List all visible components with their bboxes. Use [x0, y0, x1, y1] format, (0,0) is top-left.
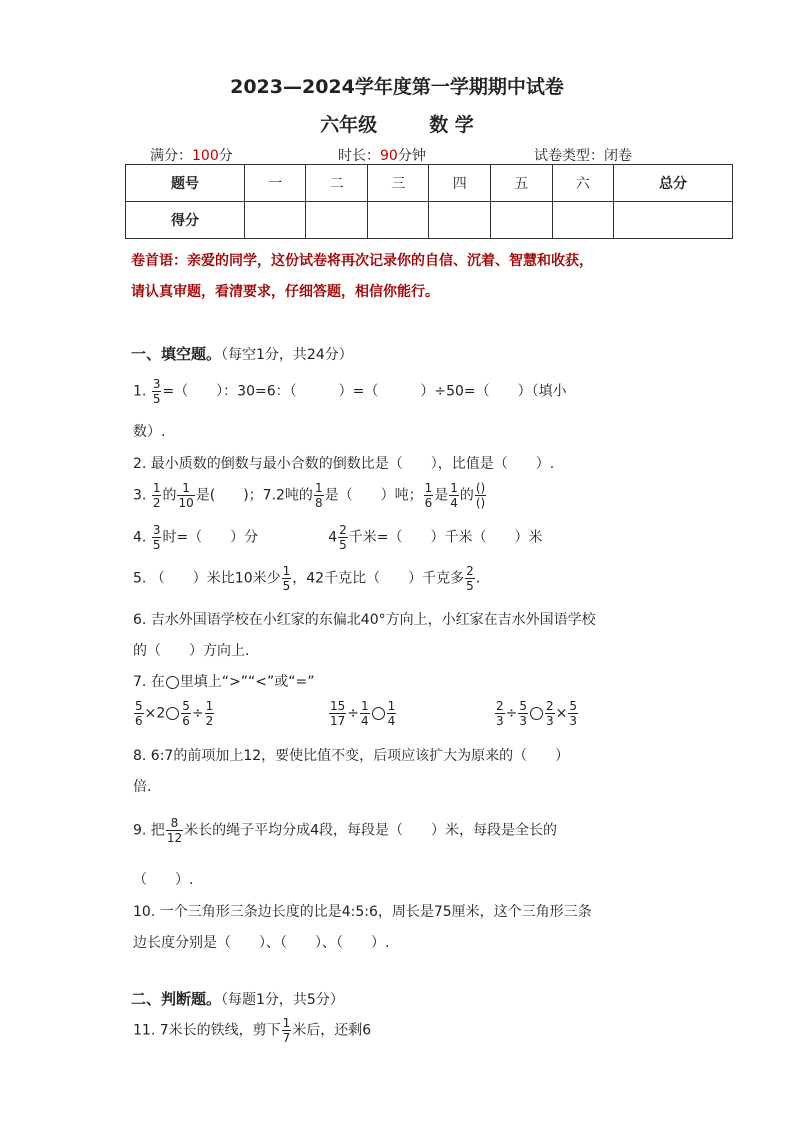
- compare-circle-icon[interactable]: [166, 707, 179, 720]
- question-9-line-2: （ ）.: [133, 872, 194, 888]
- full-score: 满分：100分: [150, 148, 233, 164]
- fraction: $\frac{1}{4}$: [387, 699, 396, 728]
- fraction: $\frac{1}{2}$: [205, 699, 214, 728]
- fraction: $\frac{2}{3}$: [496, 699, 504, 728]
- question-10-line-1: 10. 一个三角形三条边长度的比是4:5:6，周长是75厘米，这个三角形三条: [133, 904, 592, 920]
- full-score-value: 100: [192, 148, 219, 164]
- score-table-header-row: [126, 165, 733, 202]
- score-blank-cell[interactable]: [429, 202, 491, 239]
- score-blank-cell[interactable]: [367, 202, 429, 239]
- fraction: $\frac{5}{3}$: [519, 699, 528, 728]
- section-2-heading: [131, 988, 344, 1009]
- question-10-line-2: 边长度分别是（ ）、（ ）、（ ）.: [133, 935, 390, 951]
- circle-icon: [166, 676, 179, 689]
- exam-type: 试卷类型：闭卷: [534, 148, 632, 164]
- fraction: $\frac{8}{12}$: [166, 816, 183, 845]
- exam-title: 2023—2024学年度第一学期期中试卷: [230, 76, 564, 98]
- question-8-line-1: 8. 6:7的前项加上12，要使比值不变，后项应该扩大为原来的（ ）: [133, 748, 570, 764]
- fraction: $\frac{1}{2}$: [152, 481, 161, 510]
- score-blank-cell[interactable]: [614, 202, 733, 239]
- fraction: $\frac{1}{10}$: [178, 481, 194, 510]
- question-5: 5. （ ）米比10米少 $\frac{1}{5}$ ，42千克比（ ）千克多 $\frac{2}{5}$ .: [133, 564, 481, 593]
- score-cell: 五: [491, 165, 553, 202]
- fraction: $\frac{2}{5}$: [466, 564, 474, 593]
- score-cell: 四: [429, 165, 491, 202]
- section-1-note: （每空1分，共24分）: [221, 347, 353, 363]
- preface-line-2: 请认真审题，看清要求，仔细答题，相信你能行。: [131, 284, 439, 300]
- question-1: 1. $\frac{3}{5}$ =（ ）：30=6：（ ）=（ ）÷50=（ ）（填小: [133, 377, 567, 406]
- fraction: $\frac{1}{8}$: [314, 481, 323, 510]
- question-6-line-2: 的（ ）方向上.: [133, 643, 250, 659]
- score-cell: 一: [244, 165, 306, 202]
- fraction: $\frac{1}{7}$: [282, 1016, 291, 1045]
- question-7-item-b: $\frac{15}{17}$ ÷ $\frac{1}{4}$ $\frac{1}{4}$: [330, 699, 396, 728]
- score-table-score-row: [126, 202, 733, 239]
- score-blank-cell[interactable]: [244, 202, 306, 239]
- score-blank-cell[interactable]: [552, 202, 614, 239]
- fraction-blank[interactable]: $\frac{()}{()}$: [475, 481, 486, 510]
- section-2-note: （每题1分，共5分）: [221, 992, 344, 1008]
- section-1-heading: [131, 343, 353, 364]
- score-blank-cell[interactable]: [306, 202, 368, 239]
- fraction: $\frac{1}{4}$: [450, 481, 458, 510]
- compare-circle-icon[interactable]: [372, 707, 385, 720]
- fraction: $\frac{1}{6}$: [424, 481, 433, 510]
- exam-duration: 时长：90分钟: [338, 148, 426, 164]
- section-2-title: 二、判断题。: [131, 990, 222, 1008]
- score-cell: 总分: [614, 165, 733, 202]
- fraction: $\frac{5}{6}$: [135, 699, 143, 728]
- score-cell: 题号: [126, 165, 245, 202]
- question-2: 2. 最小质数的倒数与最小合数的倒数比是（ ），比值是（ ）.: [133, 456, 555, 472]
- duration-value: 90: [380, 148, 398, 164]
- subject-label: 数 学: [429, 114, 474, 136]
- fraction: $\frac{3}{5}$: [152, 523, 161, 552]
- fraction: $\frac{5}{6}$: [182, 699, 190, 728]
- fraction: $\frac{5}{3}$: [569, 699, 578, 728]
- question-3: 3. $\frac{1}{2}$ 的 $\frac{1}{10}$ 是( )；7.2吨的 $\frac{1}{8}$ 是（ ）吨； $\frac{1}{6}$ 是 $\frac{1}{4}$ 的 $\frac{()}{()}$: [133, 481, 486, 510]
- question-1-cont: 数）.: [133, 424, 166, 440]
- section-1-title: 一、填空题。: [131, 345, 222, 363]
- grade-label: 六年级: [320, 114, 378, 136]
- score-row-label: 得分: [126, 202, 245, 239]
- question-7-item-a: $\frac{5}{6}$ ×2 $\frac{5}{6}$ ÷ $\frac{1}{2}$: [135, 699, 214, 728]
- score-cell: 二: [306, 165, 368, 202]
- score-blank-cell[interactable]: [491, 202, 553, 239]
- fraction: $\frac{1}{5}$: [282, 564, 291, 593]
- exam-subject: [0, 110, 794, 137]
- preface-line-1: 卷首语：亲爱的同学，这份试卷将再次记录你的自信、沉着、智慧和收获，: [131, 253, 593, 269]
- fraction: $\frac{2}{3}$: [546, 699, 554, 728]
- question-7-item-c: $\frac{2}{3}$ ÷ $\frac{5}{3}$ $\frac{2}{3}$ × $\frac{5}{3}$: [496, 699, 578, 728]
- question-9: 9. 把 $\frac{8}{12}$ 米长的绳子平均分成4段，每段是（ ）米，每段是全长的: [133, 816, 557, 845]
- fraction: $\frac{1}{4}$: [361, 699, 369, 728]
- fraction: $\frac{2}{5}$: [339, 523, 347, 552]
- score-cell: 六: [552, 165, 614, 202]
- question-7: 7. 在 里填上“>”“<”或“=”: [133, 674, 315, 690]
- question-8-line-2: 倍.: [133, 779, 152, 795]
- score-cell: 三: [367, 165, 429, 202]
- question-11: 11. 7米长的铁线，剪下 $\frac{1}{7}$ 米后，还剩6: [133, 1016, 372, 1045]
- question-6-line-1: 6. 吉水外国语学校在小红家的东偏北40°方向上，小红家在吉水外国语学校: [133, 612, 596, 628]
- compare-circle-icon[interactable]: [530, 707, 543, 720]
- question-4: 4. $\frac{3}{5}$ 时=（ ）分 4 $\frac{2}{5}$ 千米=（ ）千米（ ）米: [133, 523, 543, 552]
- fraction: $\frac{15}{17}$: [330, 699, 346, 728]
- score-table: [125, 164, 733, 239]
- fraction: $\frac{3}{5}$: [152, 377, 161, 406]
